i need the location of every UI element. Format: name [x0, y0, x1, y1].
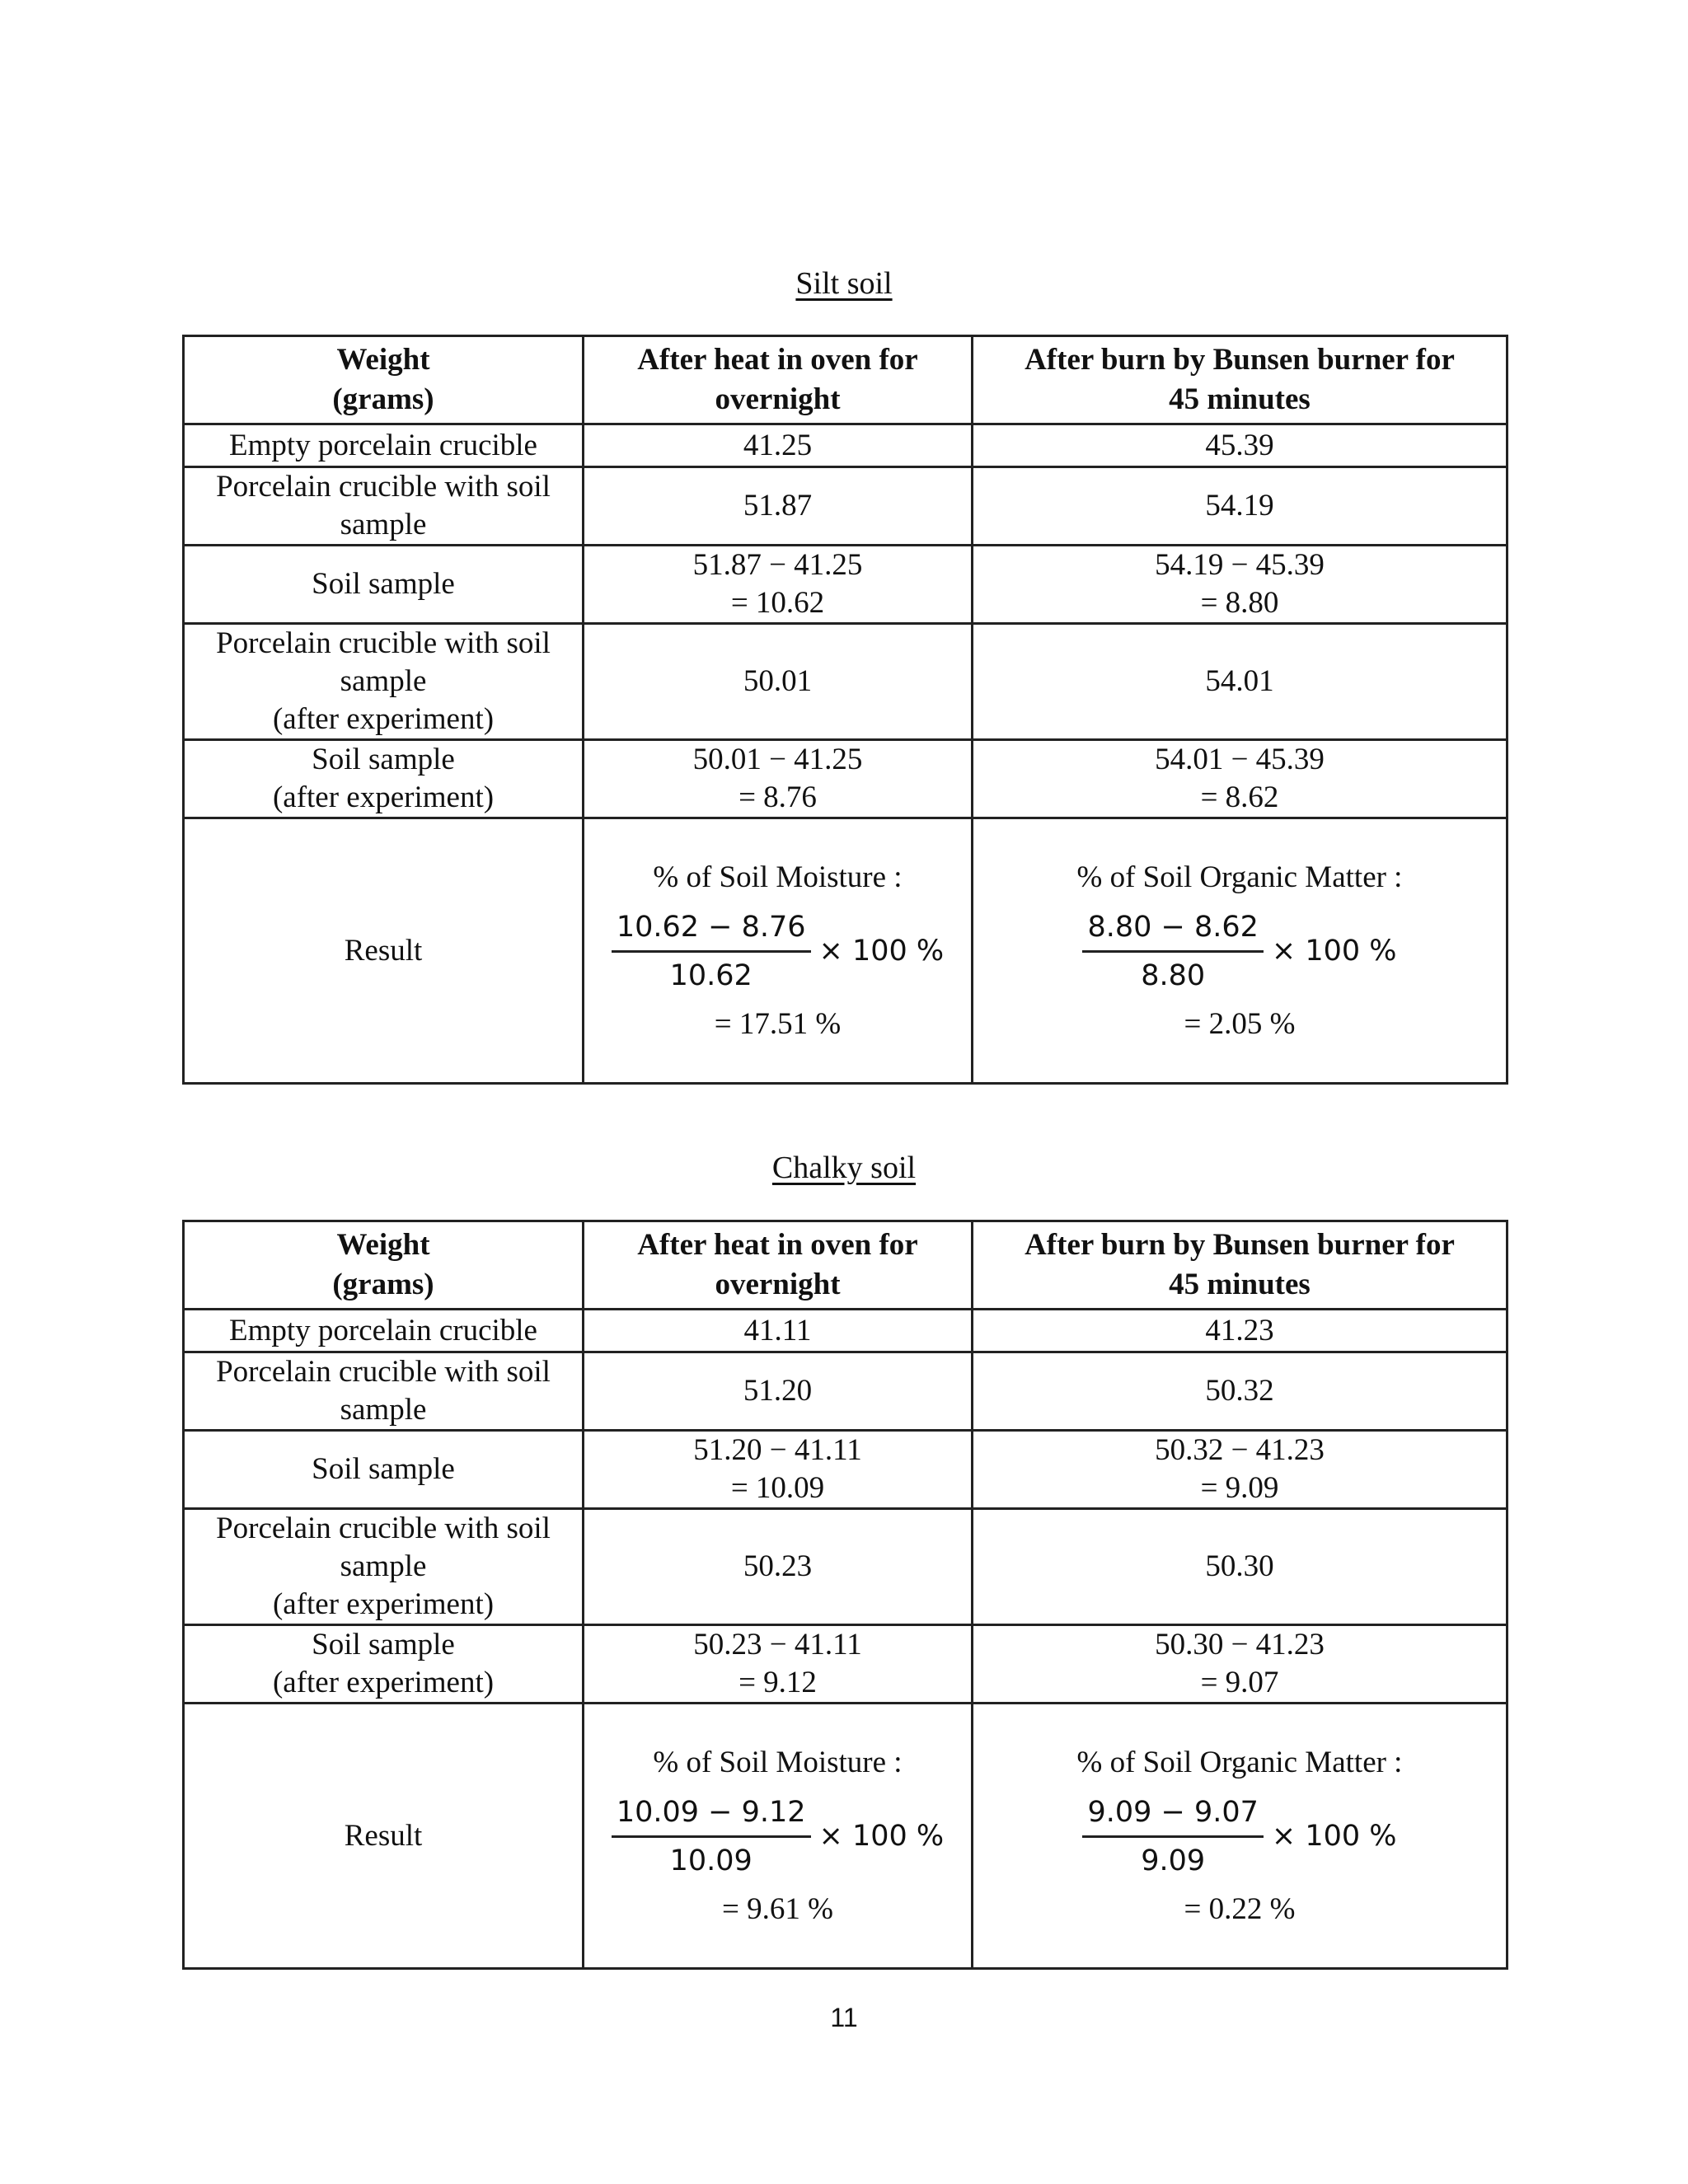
cell-burn-empty: 41.23: [973, 1310, 1507, 1352]
calc-result: = 8.76: [738, 780, 817, 814]
cell-oven-empty: 41.25: [584, 424, 973, 467]
header-burn-line2: 45 minutes: [1169, 382, 1311, 416]
result-value: = 17.51 %: [714, 1006, 842, 1041]
cell-burn-soil-sample: [973, 1431, 1507, 1509]
fraction: [612, 1794, 811, 1879]
row-label-line: Soil sample: [312, 1628, 455, 1661]
header-burn: [973, 1221, 1507, 1310]
header-grams-label: (grams): [332, 382, 434, 416]
calc-result: = 9.07: [1200, 1666, 1279, 1699]
header-burn-line1: After burn by Bunsen burner for: [1025, 1228, 1455, 1262]
cell-burn-result: [973, 1704, 1507, 1969]
header-weight: [184, 1221, 584, 1310]
header-burn-line1: After burn by Bunsen burner for: [1025, 343, 1455, 377]
cell-burn-crucible-after: 54.01: [973, 624, 1507, 740]
calc-result: = 8.62: [1200, 780, 1279, 814]
cell-oven-crucible-after: 50.01: [584, 624, 973, 740]
header-oven-line1: After heat in oven for: [637, 343, 918, 377]
cell-oven-soil-sample: [584, 546, 973, 624]
row-label-crucible-with-soil: [184, 467, 584, 546]
calc-line: 50.23 − 41.11: [693, 1628, 862, 1661]
fraction-denominator: 10.62: [669, 958, 753, 992]
row-label-soil-sample: Soil sample: [184, 1431, 584, 1509]
times-100-percent: × 100 %: [1271, 1820, 1397, 1853]
cell-burn-with-soil: 50.32: [973, 1352, 1507, 1431]
header-row: [184, 336, 1507, 424]
fraction: [612, 909, 811, 994]
row-label-soil-after: [184, 740, 584, 818]
cell-oven-crucible-after: 50.23: [584, 1509, 973, 1625]
fraction-denominator: 10.09: [669, 1844, 753, 1877]
result-formula: [1082, 1794, 1396, 1879]
chalky-soil-table: [182, 1220, 1508, 1970]
page-number: 11: [830, 2003, 858, 2032]
table-row: [184, 1310, 1507, 1352]
row-label-line: Porcelain crucible with soil: [216, 470, 551, 504]
cell-oven-with-soil: 51.20: [584, 1352, 973, 1431]
table-row: [184, 624, 1507, 740]
fraction: [1082, 909, 1263, 994]
header-oven: [584, 1221, 973, 1310]
cell-burn-soil-after: [973, 1625, 1507, 1704]
cell-oven-soil-after: [584, 740, 973, 818]
calc-line: 51.20 − 41.11: [693, 1433, 862, 1467]
fraction-numerator: 10.62 − 8.76: [612, 909, 811, 953]
section-title-chalky: Chalky soil: [771, 1151, 917, 1185]
cell-burn-with-soil: 54.19: [973, 467, 1507, 546]
calc-result: = 8.80: [1200, 586, 1279, 620]
row-label-result: Result: [184, 818, 584, 1084]
header-oven: [584, 336, 973, 424]
result-value: = 2.05 %: [1184, 1006, 1296, 1041]
row-label-crucible-with-soil: [184, 1352, 584, 1431]
calc-result: = 9.12: [738, 1666, 817, 1699]
row-label-line: Porcelain crucible with soil: [216, 1511, 551, 1545]
table-row: [184, 467, 1507, 546]
calc-line: 51.87 − 41.25: [692, 548, 863, 582]
cell-oven-result: [584, 1704, 973, 1969]
times-100-percent: × 100 %: [818, 935, 945, 968]
row-label-line: (after experiment): [272, 1666, 495, 1699]
row-label-line: (after experiment): [272, 1587, 495, 1621]
cell-oven-result: [584, 818, 973, 1084]
row-label-line: sample: [340, 508, 427, 541]
calc-line: 50.30 − 41.23: [1155, 1628, 1325, 1661]
row-label-line: sample: [340, 1393, 427, 1427]
times-100-percent: × 100 %: [1271, 935, 1397, 968]
row-label-line: (after experiment): [272, 702, 495, 736]
result-value: = 9.61 %: [722, 1891, 833, 1926]
fraction: [1082, 1794, 1263, 1879]
cell-burn-soil-sample: [973, 546, 1507, 624]
calc-line: 54.01 − 45.39: [1155, 743, 1325, 776]
table-row: [184, 1625, 1507, 1704]
row-label-empty-crucible: Empty porcelain crucible: [184, 424, 584, 467]
cell-oven-soil-sample: [584, 1431, 973, 1509]
times-100-percent: × 100 %: [818, 1820, 945, 1853]
table-row: [184, 1431, 1507, 1509]
result-label: % of Soil Organic Matter :: [1076, 860, 1403, 894]
row-label-line: sample: [340, 664, 427, 698]
cell-burn-empty: 45.39: [973, 424, 1507, 467]
cell-burn-soil-after: [973, 740, 1507, 818]
calc-line: 54.19 − 45.39: [1155, 548, 1325, 582]
row-label-result: Result: [184, 1704, 584, 1969]
header-weight: [184, 336, 584, 424]
table-row: [184, 740, 1507, 818]
fraction-denominator: 9.09: [1141, 1844, 1206, 1877]
cell-oven-soil-after: [584, 1625, 973, 1704]
cell-burn-result: [973, 818, 1507, 1084]
table-row: [184, 1352, 1507, 1431]
result-formula: [612, 909, 944, 994]
table-row: [184, 424, 1507, 467]
row-label-line: sample: [340, 1549, 427, 1583]
table-row: [184, 1509, 1507, 1625]
cell-burn-crucible-after: 50.30: [973, 1509, 1507, 1625]
row-label-empty-crucible: Empty porcelain crucible: [184, 1310, 584, 1352]
calc-line: 50.32 − 41.23: [1155, 1433, 1325, 1467]
result-label: % of Soil Organic Matter :: [1076, 1745, 1403, 1779]
cell-oven-empty: 41.11: [584, 1310, 973, 1352]
row-label-line: Porcelain crucible with soil: [216, 1355, 551, 1389]
table-row: [184, 546, 1507, 624]
row-label-line: Soil sample: [312, 743, 455, 776]
header-burn-line2: 45 minutes: [1169, 1268, 1311, 1301]
fraction-numerator: 9.09 − 9.07: [1082, 1794, 1263, 1838]
header-oven-line2: overnight: [715, 382, 841, 416]
row-label-soil-after: [184, 1625, 584, 1704]
fraction-denominator: 8.80: [1141, 958, 1206, 992]
section-title-silt: Silt soil: [795, 266, 893, 301]
result-formula: [1082, 909, 1396, 994]
result-row: [184, 818, 1507, 1084]
result-formula: [612, 1794, 944, 1879]
row-label-line: (after experiment): [272, 780, 495, 814]
result-value: = 0.22 %: [1184, 1891, 1296, 1926]
calc-line: 50.01 − 41.25: [692, 743, 863, 776]
result-label: % of Soil Moisture :: [653, 1745, 903, 1779]
row-label-soil-sample: Soil sample: [184, 546, 584, 624]
row-label-crucible-after: [184, 624, 584, 740]
result-row: [184, 1704, 1507, 1969]
header-oven-line1: After heat in oven for: [637, 1228, 918, 1262]
calc-result: = 9.09: [1200, 1471, 1279, 1505]
row-label-line: Porcelain crucible with soil: [216, 626, 551, 660]
header-weight-label: Weight: [336, 1228, 430, 1262]
calc-result: = 10.62: [730, 586, 825, 620]
row-label-crucible-after: [184, 1509, 584, 1625]
calc-result: = 10.09: [730, 1471, 825, 1505]
cell-oven-with-soil: 51.87: [584, 467, 973, 546]
header-burn: [973, 336, 1507, 424]
silt-soil-table: [182, 335, 1508, 1085]
header-grams-label: (grams): [332, 1268, 434, 1301]
header-weight-label: Weight: [336, 343, 430, 377]
fraction-numerator: 10.09 − 9.12: [612, 1794, 811, 1838]
result-label: % of Soil Moisture :: [653, 860, 903, 894]
fraction-numerator: 8.80 − 8.62: [1082, 909, 1263, 953]
header-row: [184, 1221, 1507, 1310]
header-oven-line2: overnight: [715, 1268, 841, 1301]
